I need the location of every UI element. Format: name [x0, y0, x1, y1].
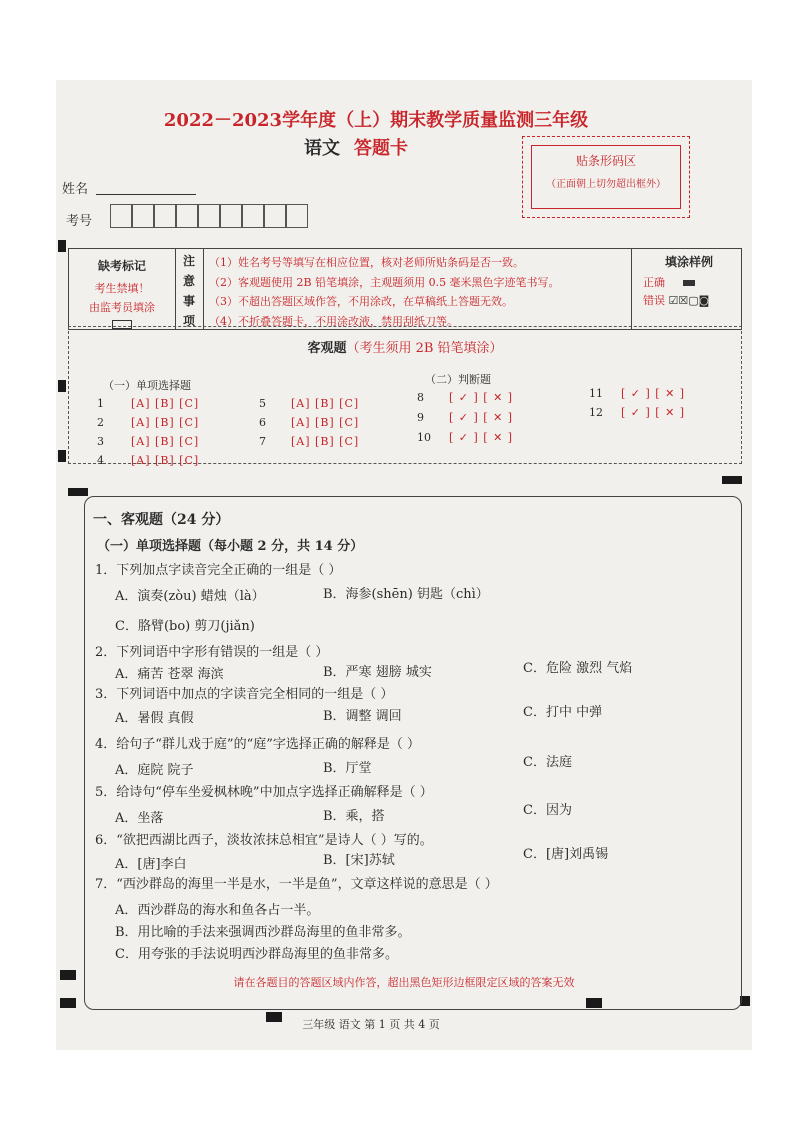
- question-area: [84, 496, 742, 1010]
- question-7-option-c: C．用夸张的手法说明西沙群岛海里的鱼非常多。: [115, 947, 398, 962]
- absent-line1: 考生禁填！: [94, 282, 150, 295]
- wrong-mark: ☒: [678, 294, 689, 307]
- id-digit-box[interactable]: [220, 204, 242, 228]
- id-label: 考号: [66, 214, 93, 229]
- exam-title: 2022－2023学年度（上）期末教学质量监测三年级: [163, 110, 589, 131]
- notice-char: 意: [182, 274, 195, 288]
- question-4-option-a: A．庭院 院子: [115, 763, 194, 778]
- question-3-option-b: B．调整 调回: [323, 709, 402, 724]
- id-digit-box[interactable]: [110, 204, 132, 228]
- choice-options[interactable]: [A] [B] [C]: [131, 397, 200, 410]
- id-digit-box[interactable]: [176, 204, 198, 228]
- question-4-option-c: C．法庭: [523, 755, 572, 770]
- rule-item: （3）不超出答题区域作答，不用涂改，在草稿纸上答题无效。: [209, 295, 513, 308]
- choice-options[interactable]: [A] [B] [C]: [131, 416, 200, 429]
- question-3: 3．下列词语中加点的字读音完全相同的一组是（ ）: [95, 687, 394, 702]
- timing-marker: [68, 488, 88, 496]
- choice-number: 5: [259, 397, 266, 410]
- rule-item: （1）姓名考号等填写在相应位置，核对老师所贴条码是否一致。: [209, 256, 524, 269]
- rule-item: （4）不折叠答题卡，不用涂改液，禁用刮纸刀等。: [209, 314, 458, 328]
- card-label: 答题卡: [354, 138, 408, 159]
- judge-options[interactable]: [ ✓ ] [ ✕ ]: [621, 406, 686, 419]
- judge-number: 11: [589, 387, 603, 400]
- question-6-option-a: A．[唐]李白: [115, 857, 187, 872]
- question-1-option-b: B．海参(shēn) 钥匙（chì）: [323, 587, 489, 602]
- id-digit-box[interactable]: [286, 204, 308, 228]
- choice-number: 4: [97, 454, 104, 467]
- notice-label-cell: [175, 249, 204, 329]
- choice-number: 1: [97, 397, 104, 410]
- judge-number: 10: [417, 431, 431, 444]
- choice-number: 2: [97, 416, 104, 429]
- question-5-option-b: B．乘，搭: [323, 809, 385, 824]
- choice-number: 3: [97, 435, 104, 448]
- timing-marker: [60, 998, 76, 1008]
- question-1-option-a: A．演奏(zòu) 蜡烛（là）: [115, 589, 265, 604]
- objective-answer-area: [68, 326, 742, 467]
- notice-char: 注: [182, 254, 195, 268]
- question-2: 2．下列词语中字形有错误的一组是（ ）: [95, 645, 329, 660]
- sample-divider: [631, 249, 632, 329]
- judge-options[interactable]: [ ✓ ] [ ✕ ]: [621, 387, 686, 400]
- answer-area-warning: 请在各题目的答题区域内作答，超出黑色矩形边框限定区域的答案无效: [233, 976, 575, 989]
- question-3-option-c: C．打中 中弹: [523, 705, 603, 720]
- notice-char: 项: [182, 314, 195, 328]
- judge-number: 9: [417, 411, 424, 424]
- choice-options[interactable]: [A] [B] [C]: [291, 435, 360, 448]
- choice-number: 7: [259, 435, 266, 448]
- subject-label: 语文: [304, 138, 340, 159]
- choice-options[interactable]: [A] [B] [C]: [291, 397, 360, 410]
- question-4: 4．给句子“群儿戏于庭”的“庭”字选择正确的解释是（ ）: [95, 737, 420, 752]
- fill-sample-cell: [637, 249, 741, 308]
- page-footer: 三年级 语文 第 1 页 共 4 页: [302, 1018, 440, 1031]
- judge-number: 8: [417, 391, 424, 404]
- wrong-mark: ◙: [698, 294, 710, 307]
- notice-rules: [209, 253, 629, 331]
- correct-label: 正确: [643, 276, 665, 289]
- wrong-mark: ▢: [688, 294, 699, 307]
- id-digit-box[interactable]: [132, 204, 154, 228]
- objective-title-text: 客观题: [307, 341, 347, 356]
- judge-options[interactable]: [ ✓ ] [ ✕ ]: [449, 391, 514, 404]
- wrong-mark: ☑: [668, 294, 679, 307]
- judge-number: 12: [589, 406, 603, 419]
- judge-options[interactable]: [ ✓ ] [ ✕ ]: [449, 431, 514, 444]
- question-7-option-b: B．用比喻的手法来强调西沙群岛海里的鱼非常多。: [115, 925, 411, 940]
- timing-marker: [722, 476, 742, 484]
- rule-item: （2）客观题使用 2B 铅笔填涂，主观题须用 0.5 毫米黑色字迹笔书写。: [209, 275, 560, 289]
- question-1: 1．下列加点字读音完全正确的一组是（ ）: [95, 563, 342, 578]
- name-label: 姓名: [62, 182, 89, 197]
- question-4-option-b: B．厅堂: [323, 761, 372, 776]
- timing-marker: [58, 380, 66, 392]
- choice-section-label: （一）单项选择题: [103, 379, 191, 392]
- absent-line2: 由监考员填涂: [89, 301, 155, 314]
- judge-options[interactable]: [ ✓ ] [ ✕ ]: [449, 411, 514, 424]
- id-digit-box[interactable]: [198, 204, 220, 228]
- judge-section-label: （二）判断题: [425, 373, 491, 386]
- question-7: 7．“西沙群岛的海里一半是水，一半是鱼”，文章这样说的意思是（ ）: [95, 877, 498, 892]
- barcode-area: [522, 136, 690, 218]
- notice-table: [68, 248, 742, 330]
- name-field[interactable]: [96, 194, 196, 195]
- choice-number: 6: [259, 416, 266, 429]
- timing-marker: [58, 450, 66, 462]
- choice-options[interactable]: [A] [B] [C]: [131, 435, 200, 448]
- question-6-option-c: C．[唐]刘禹锡: [523, 847, 609, 862]
- question-5: 5．给诗句“停车坐爱枫林晚”中加点字选择正确解释是（ ）: [95, 785, 433, 800]
- timing-marker: [58, 240, 66, 252]
- choice-options[interactable]: [A] [B] [C]: [291, 416, 360, 429]
- id-digit-box[interactable]: [264, 204, 286, 228]
- question-6: 6．“欲把西湖比西子，淡妆浓抹总相宜”是诗人（ ）写的。: [95, 833, 433, 848]
- question-2-option-b: B．严寒 翅膀 城实: [323, 665, 432, 680]
- id-digit-box[interactable]: [154, 204, 176, 228]
- sample-title: 填涂样例: [664, 255, 713, 269]
- subsection-heading: （一）单项选择题（每小题 2 分，共 14 分）: [97, 539, 364, 554]
- question-5-option-a: A．坐落: [115, 811, 164, 826]
- barcode-note: （正面朝上切勿超出框外）: [546, 179, 666, 190]
- question-2-option-a: A．痛苦 苍翠 海滨: [115, 667, 224, 682]
- question-7-option-a: A．西沙群岛的海水和鱼各占一半。: [115, 903, 320, 918]
- notice-char: 事: [182, 294, 195, 308]
- choice-options[interactable]: [A] [B] [C]: [131, 454, 200, 467]
- question-1-option-c: C．胳臂(bo) 剪刀(jiǎn): [115, 619, 255, 634]
- correct-fill-mark: [683, 280, 695, 286]
- barcode-title: 贴条形码区: [575, 154, 636, 168]
- question-2-option-c: C．危险 激烈 气焰: [523, 661, 633, 676]
- question-3-option-a: A．暑假 真假: [115, 711, 194, 726]
- question-6-option-b: B．[宋]苏轼: [323, 853, 395, 868]
- question-5-option-c: C．因为: [523, 803, 572, 818]
- absent-mark-cell: [69, 249, 176, 329]
- answer-sheet: [56, 80, 752, 1050]
- section-heading: 一、客观题（24 分）: [93, 512, 230, 528]
- wrong-label: 错误: [643, 294, 665, 307]
- objective-note: （考生须用 2B 铅笔填涂）: [346, 341, 503, 356]
- id-digit-box[interactable]: [242, 204, 264, 228]
- barcode-inner-box: [531, 145, 681, 209]
- absent-title: 缺考标记: [97, 259, 146, 273]
- objective-title: [69, 337, 741, 356]
